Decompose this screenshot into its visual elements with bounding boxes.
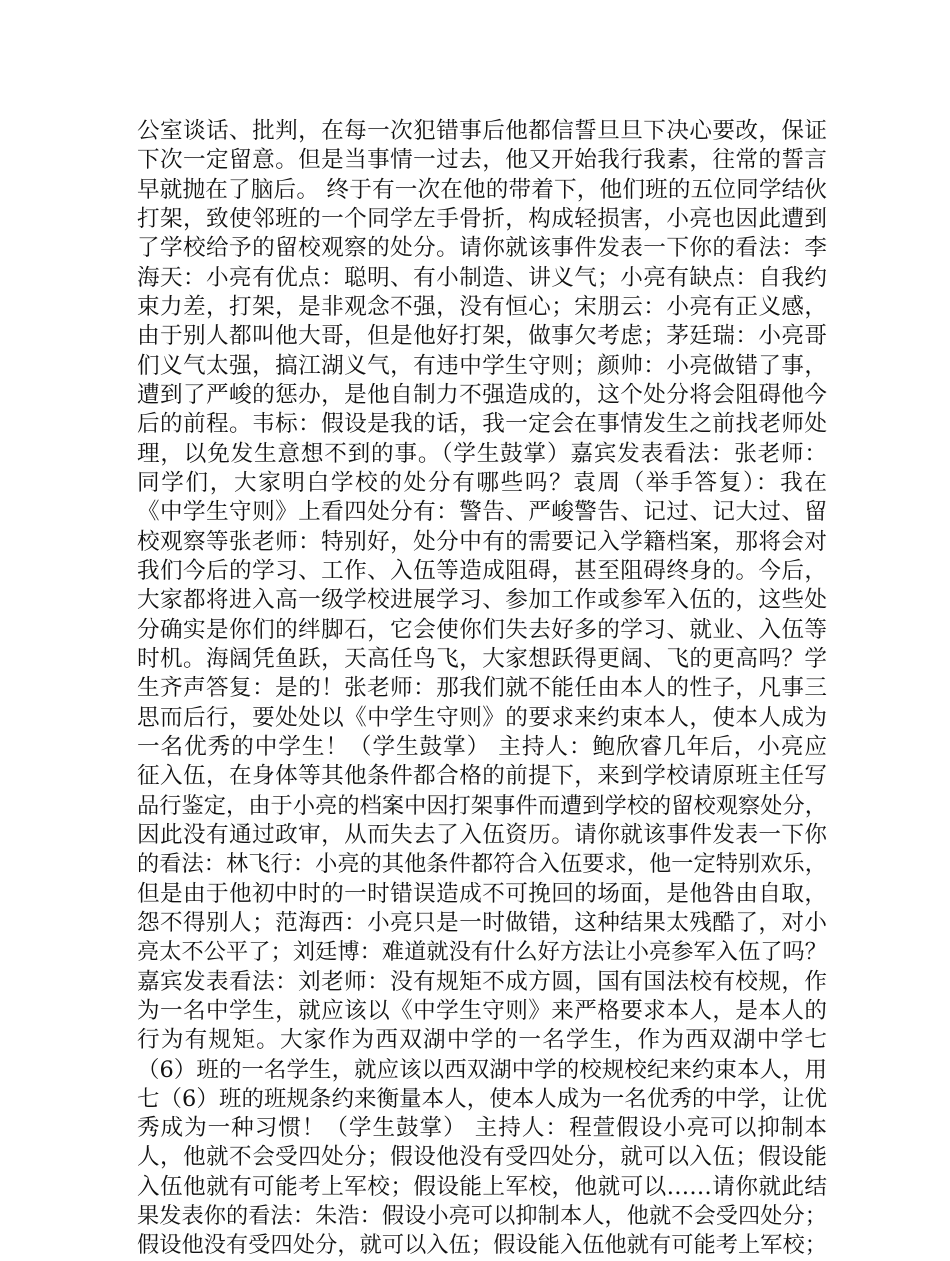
text-line: 秀成为一种习惯！（学生鼓掌） 主持人：程萱假设小亮可以抑制本 (137, 1115, 827, 1142)
text-line: 假设他没有受四处分，就可以入伍；假设能入伍他就有可能考上军校； (137, 1232, 827, 1259)
text-line: 因此没有通过政审，从而失去了入伍资历。请你就该事件发表一下你 (137, 821, 827, 848)
text-line: 七（6）班的班规条约来衡量本人，使本人成为一名优秀的中学，让优 (137, 1085, 827, 1112)
text-line: 我们今后的学习、工作、入伍等造成阻碍，甚至阻碍终身的。今后， (137, 557, 827, 584)
text-line: （6）班的一名学生，就应该以西双湖中学的校规校纪来约束本人，用 (137, 1056, 827, 1083)
text-line: 束力差，打架，是非观念不强，没有恒心；宋朋云：小亮有正义感， (137, 293, 827, 320)
text-line: 遭到了严峻的惩办，是他自制力不强造成的，这个处分将会阻碍他今 (137, 381, 827, 408)
text-line: 思而后行，要处处以《中学生守则》的要求来约束本人，使本人成为 (137, 704, 827, 731)
text-line: 亮太不公平了；刘廷博：难道就没有什么好方法让小亮参军入伍了吗？ (137, 939, 827, 966)
text-line: 分确实是你们的绊脚石，它会使你们失去好多的学习、就业、入伍等 (137, 616, 827, 643)
text-line: 同学们，大家明白学校的处分有哪些吗？袁周（举手答复）：我在 (137, 469, 827, 496)
text-line: 怨不得别人；范海西：小亮只是一时做错，这种结果太残酷了，对小 (137, 909, 827, 936)
text-line: 《中学生守则》上看四处分有：警告、严峻警告、记过、记大过、留 (137, 499, 827, 526)
text-line: 果发表你的看法：朱浩：假设小亮可以抑制本人，他就不会受四处分； (137, 1203, 827, 1230)
text-line: 为一名中学生，就应该以《中学生守则》来严格要求本人，是本人的 (137, 997, 827, 1024)
text-line: 行为有规矩。大家作为西双湖中学的一名学生，作为西双湖中学七 (137, 1027, 827, 1054)
text-line: 打架，致使邻班的一个同学左手骨折，构成轻损害，小亮也因此遭到 (137, 205, 827, 232)
text-line: 一名优秀的中学生！（学生鼓掌） 主持人：鲍欣睿几年后，小亮应 (137, 733, 827, 760)
text-line: 早就抛在了脑后。 终于有一次在他的带着下，他们班的五位同学结伙 (137, 176, 827, 203)
text-line: 理，以免发生意想不到的事。（学生鼓掌）嘉宾发表看法：张老师： (137, 440, 827, 467)
text-line: 由于别人都叫他大哥，但是他好打架，做事欠考虑；茅廷瑞：小亮哥 (137, 323, 827, 350)
text-line: 的看法：林飞行：小亮的其他条件都符合入伍要求，他一定特别欢乐， (137, 851, 827, 878)
body-text (137, 117, 827, 1261)
text-line: 了学校给予的留校观察的处分。请你就该事件发表一下你的看法：李 (137, 235, 827, 262)
text-line: 嘉宾发表看法：刘老师：没有规矩不成方圆，国有国法校有校规，作 (137, 968, 827, 995)
text-line: 人，他就不会受四处分；假设他没有受四处分，就可以入伍；假设能 (137, 1144, 827, 1171)
text-line: 校观察等张老师：特别好，处分中有的需要记入学籍档案，那将会对 (137, 528, 827, 555)
text-line: 们义气太强，搞江湖义气，有违中学生守则；颜帅：小亮做错了事， (137, 352, 827, 379)
text-line: 时机。海阔凭鱼跃，天高任鸟飞，大家想跃得更阔、飞的更高吗？学 (137, 645, 827, 672)
text-line: 后的前程。韦标：假设是我的话，我一定会在事情发生之前找老师处 (137, 411, 827, 438)
text-line: 海天：小亮有优点：聪明、有小制造、讲义气；小亮有缺点：自我约 (137, 264, 827, 291)
text-line: 大家都将进入高一级学校进展学习、参加工作或参军入伍的，这些处 (137, 587, 827, 614)
text-line: 生齐声答复：是的！张老师：那我们就不能任由本人的性子，凡事三 (137, 675, 827, 702)
text-line: 公室谈话、批判，在每一次犯错事后他都信誓旦旦下决心要改，保证 (137, 118, 827, 144)
text-line: 品行鉴定，由于小亮的档案中因打架事件而遭到学校的留校观察处分， (137, 792, 827, 819)
text-line: 征入伍，在身体等其他条件都合格的前提下，来到学校请原班主任写 (137, 763, 827, 790)
text-line: 但是由于他初中时的一时错误造成不可挽回的场面，是他咎由自取， (137, 880, 827, 907)
text-line: 下次一定留意。但是当事情一过去，他又开始我行我素，往常的誓言 (137, 147, 827, 174)
text-line: 入伍他就有可能考上军校；假设能上军校，他就可以……请你就此结 (137, 1173, 827, 1200)
